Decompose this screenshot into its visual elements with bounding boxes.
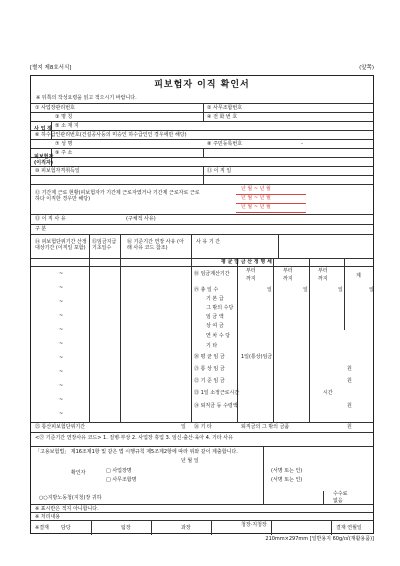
period-row-2: 년 월 ~ 년 월 <box>241 195 271 201</box>
dash-8: ~ <box>59 369 64 375</box>
phone-label: ④ 전 화 번 호 <box>207 114 238 120</box>
avg-wage-section: 평 균 임 금 산 정 명 세 <box>221 259 272 265</box>
role-head: 청장·지청장 <box>241 522 267 528</box>
hour-unit: 시간 <box>323 390 333 396</box>
from-2: 부터 <box>283 268 293 274</box>
won-1: 원 <box>347 366 352 372</box>
total-days-label: ⑲ 총 일 수 <box>194 287 219 293</box>
form-note: ※ 뒤쪽의 작성요령을 읽고 적으시기 바랍니다. <box>36 95 137 101</box>
item-annual: 연 차 수 당 <box>206 333 231 339</box>
declaration-text: 「고용보험법」 제16조제1항 및 같은 법 시행규칙 제5조제2항에 따라 위와 같이 제출합니다. <box>35 449 238 455</box>
item-other: 기 타 <box>206 343 218 349</box>
business-name-label: ③ 명 칭 <box>55 114 73 120</box>
won-4: 원 <box>347 424 352 430</box>
decision-date: 결재 연월일 <box>336 525 362 531</box>
to-3: 까지 <box>318 276 328 282</box>
calc-label: ⑱ 임금계산기간 <box>194 271 230 277</box>
reason-label: ⑬ 이 직 사 유 <box>35 216 66 222</box>
extension-codes: <㉗ 기준기간 연장사유 코드> 1. 질병·부상 2. 사업장 휴업 3. 임신·출산·육아 4. 기타 사유 <box>35 435 233 441</box>
item-bonus: 상 여 금 <box>206 323 224 329</box>
acquired-label: ⑩ 피보험자격취득일 <box>35 168 80 174</box>
col-reason-period: 사 유 기 간 <box>196 239 221 245</box>
other-label: ㉖ 기 타 <box>194 424 212 430</box>
from-1: 부터 <box>246 268 256 274</box>
col-extension: ⑯ 기준기간 연장 사유 (아래 사유 코드 참조) <box>127 239 184 251</box>
dash-9: ~ <box>59 383 64 389</box>
role-team-lead: 팀장 <box>121 525 131 531</box>
insured-name-label: ⑦ 성 명 <box>55 141 73 147</box>
owner-option[interactable]: □ 사업장명 <box>106 468 132 474</box>
dash-11: ~ <box>59 411 64 417</box>
item-wage: 임 금 액 <box>206 314 224 320</box>
insured-address-label: ⑨ 주 소 <box>55 150 73 156</box>
won-2: 원 <box>347 378 352 384</box>
item-basic: 기 본 급 <box>206 296 224 302</box>
office-note: ※ 표시란은 적지 아니합니다. <box>35 506 99 512</box>
business-label: 사 업 장 <box>34 126 52 132</box>
day-unit-4: 일 <box>369 287 374 293</box>
dash-1: ~ <box>59 271 64 277</box>
form-frame <box>30 75 374 534</box>
page-side: (앞쪽) <box>359 65 374 71</box>
reason-hint: (구체적 사유) <box>126 216 156 222</box>
class-label: 구 분 <box>35 226 47 232</box>
daily-wage-label: 1일(통상)임금 <box>241 354 273 360</box>
period-row-1: 년 월 ~ 년 월 <box>241 186 271 192</box>
subcontract-label: ⑥ 하수급인관리번호(건설공사등의 미승인 하수급인인 경우에만 해당) <box>35 132 187 138</box>
fee-label: 수수료 <box>333 491 348 497</box>
period-row-3: 년 월 ~ 년 월 <box>241 204 271 210</box>
agent-option[interactable]: □ 사무조합명 <box>106 477 137 483</box>
confirmer-label: 확인자 <box>71 470 86 476</box>
sign-2: (서명 또는 인) <box>271 477 303 483</box>
item-allowance: 그 밖의 수당 <box>206 305 234 311</box>
avg-wage-label: ⑳ 평 균 임 금 <box>194 354 225 360</box>
retire-label: 퇴직금의 그 밖의 금품 <box>241 424 290 430</box>
form-title: 피보험자 이직 확인서 <box>154 80 250 90</box>
declaration-date: 년 월 일 <box>181 458 199 464</box>
sign-1: (서명 또는 인) <box>271 468 303 474</box>
role-manager: 과장 <box>181 525 191 531</box>
dash-3: ~ <box>59 299 64 305</box>
fee-value: 없음 <box>333 498 343 504</box>
day-unit-2: 일 <box>303 287 308 293</box>
period-label: ⑫ 기간제 근로 현황(피보험자가 기간제 근로자였거나 기간제 근로자로 근로하다 이직한 경우만 해당) <box>35 190 200 202</box>
process-label: ※ 처리내용 <box>35 514 61 520</box>
role-staff: 담당 <box>61 525 71 531</box>
total-period-unit: 일 <box>181 424 186 430</box>
office-no-label: ② 사무조합번호 <box>207 105 243 111</box>
leave-date-label: ⑪ 이 직 일 <box>207 168 232 174</box>
dash-5: ~ <box>59 327 64 333</box>
dash-6: ~ <box>59 341 64 347</box>
total-label: 계 <box>356 273 361 279</box>
insured-label: 피보험자 (이직자) <box>34 154 54 166</box>
col-period: ⑭ 피보험단위기간 산정대상기간 (이직일 포함) <box>35 239 87 251</box>
won-3: 원 <box>347 403 352 409</box>
business-address-label: ⑤ 소 재 지 <box>55 123 79 129</box>
dash-7: ~ <box>59 355 64 361</box>
severance-label: ㉔ 퇴직금 등 수령액 <box>194 403 238 409</box>
dash-10: ~ <box>59 397 64 403</box>
mgmt-no-label: ① 사업장관리번호 <box>35 105 75 111</box>
form-number: [별지 제8호서식] <box>30 65 72 71</box>
to-2: 까지 <box>283 276 293 282</box>
col-days: ⑮임금지급 기초일수 <box>92 239 117 251</box>
total-period-label: ㉕ 통산피보험단위기간 <box>35 424 86 430</box>
paper-spec: 210mm×297mm [일반용지 60g/㎡(재활용품)] <box>265 536 374 542</box>
standard-wage-label: ㉒ 기 준 임 금 <box>194 378 225 384</box>
day-unit-1: 일 <box>267 287 272 293</box>
rrn-dash: - <box>301 141 303 147</box>
to-1: 까지 <box>246 276 256 282</box>
rrn-label: ⑧ 주민등록번호 <box>207 141 243 147</box>
work-hours-label: ㉓ 1일 소정근로시간 <box>194 390 240 396</box>
dash-4: ~ <box>59 313 64 319</box>
recipient: ○○지방노동청(지청)장 귀하 <box>39 495 102 501</box>
ordinary-wage-label: ㉑ 통 상 임 금 <box>194 366 225 372</box>
day-unit-3: 일 <box>338 287 343 293</box>
dash-2: ~ <box>59 285 64 291</box>
from-3: 부터 <box>318 268 328 274</box>
decision-label: ※결재 <box>35 525 49 531</box>
